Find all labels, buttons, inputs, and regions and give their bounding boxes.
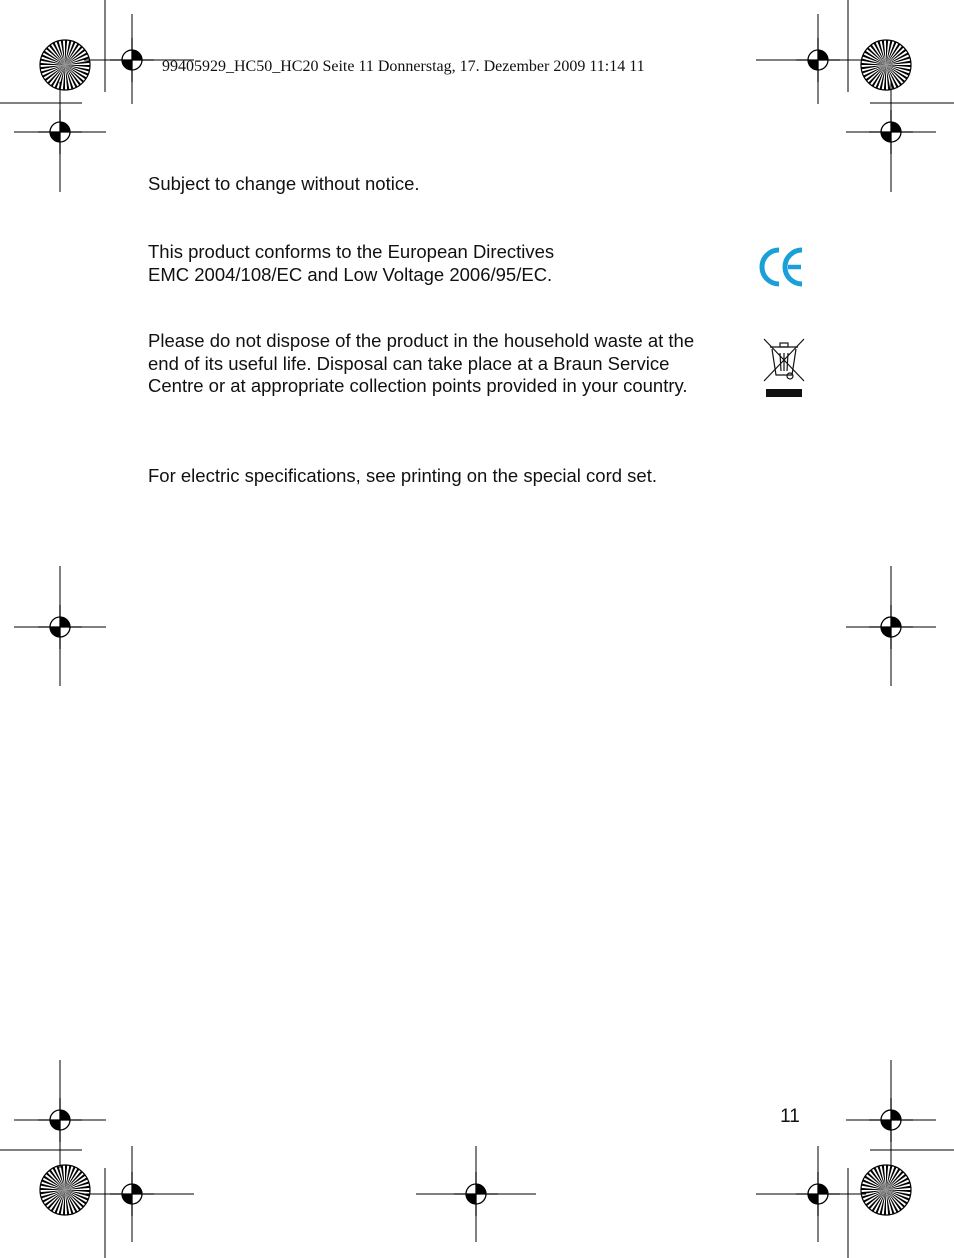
subject-to-change-notice: Subject to change without notice.: [148, 173, 420, 194]
conformity-statement: [148, 241, 728, 286]
print-info-header: 99405929_HC50_HC20 Seite 11 Donnerstag, 17. Dezember 2009 11:14 11: [162, 58, 645, 75]
electric-specifications-note: For electric specifications, see printing on the special cord set.: [148, 465, 657, 486]
conformity-line-2: EMC 2004/108/EC and Low Voltage 2006/95/EC.: [148, 263, 553, 285]
ce-mark-icon: [758, 246, 806, 288]
disposal-instructions: Please do not dispose of the product in the household waste at the end of its useful life. Disposal can take place at a Braun Service Centre or at appropriate collection points provided in your country.: [148, 330, 695, 396]
crossed-out-wheelie-bin-icon: [760, 335, 808, 399]
siemens-star-target: [861, 40, 911, 90]
siemens-star-target: [40, 1165, 90, 1215]
conformity-line-1: This product conforms to the European Directives: [148, 241, 555, 262]
siemens-star-target: [40, 40, 90, 90]
page-number: 11: [780, 1106, 800, 1127]
siemens-star-target: [861, 1165, 911, 1215]
